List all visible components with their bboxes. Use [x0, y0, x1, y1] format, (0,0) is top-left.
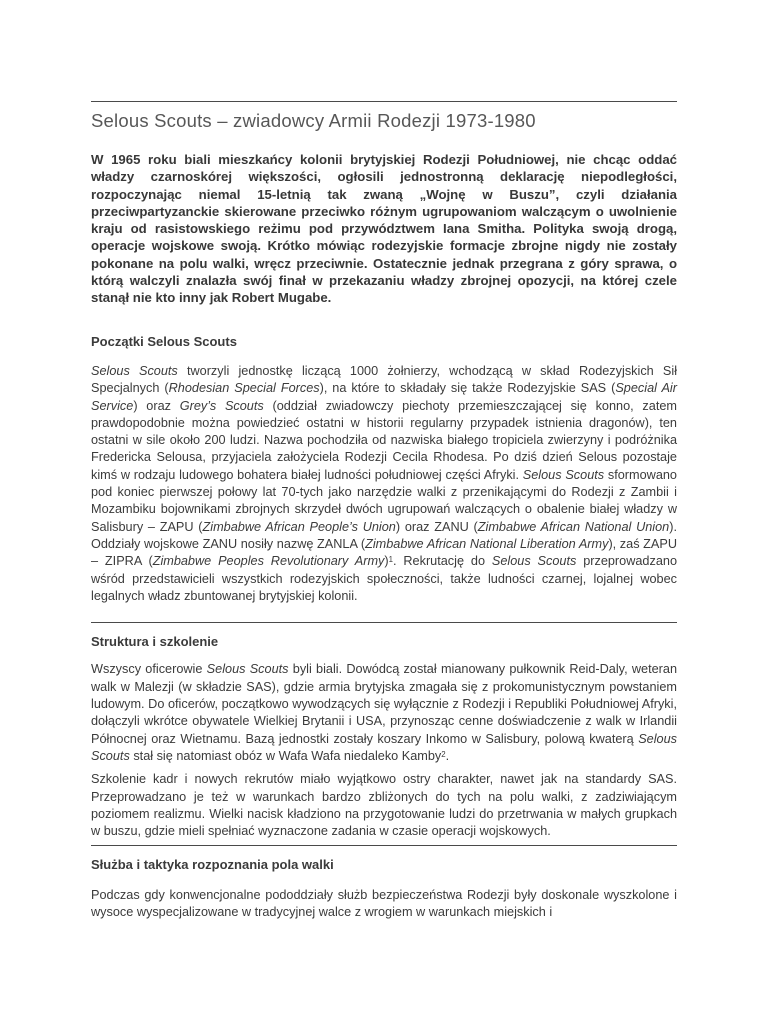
section-paragraph: Podczas gdy konwencjonalne pododdziały służb bezpieczeństwa Rodezji były doskonale wyszkolone i wysoce wyspecjalizowane w tradycyjnej walce z wrogiem w warunkach miejskich i	[91, 887, 677, 919]
section-heading-struktura-i-szkolenie: Struktura i szkolenie	[91, 634, 219, 650]
section-paragraph: Wszyscy oficerowie Selous Scouts byli biali. Dowódcą został mianowany pułkownik Reid-Daly, weteran walk w Malezji (w składzie SAS), gdzie armia brytyjska zmagała się z prokomunistycznym powstaniem ludowym. Do oficerów, początkowo wywodzących się wyłącznie z Rodezji i Republiki Południowej Afryki, dołączyli wkrótce obywatele Wielkiej Brytanii i USA, przynosząc cenne doświadczenie z walk w Irlandii Północnej oraz Wietnamu. Bazą jednostki zostały koszary Inkomo w Salisbury, polową kwaterą Selous Scouts stał się natomiast obóz w Wafa Wafa niedaleko Kamby$^2$.	[91, 662, 677, 763]
section-divider	[91, 845, 677, 846]
title-divider	[91, 101, 677, 102]
section-paragraph: Selous Scouts tworzyli jednostkę liczącą 1000 żołnierzy, wchodzącą w skład Rodezyjskich Sił Specjalnych (Rhodesian Special Forces), na które to składały się także Rodezyjskie SAS (Special Air Service) oraz Grey’s Scouts (oddział zwiadowczy piechoty przemieszczającej się konno, zatem prawdopodobnie można powiedzieć ostatni w historii regularny przypadek istnienia dragonów), ten ostatni w sile około 200 ludzi. Nazwa pochodziła od nazwiska białego tropiciela zwierzyny i podróżnika Fredericka Selousa, przyjaciela założyciela Rodezji Cecila Rhodesa. Po dziś dzień Selous pozostaje kimś w rodzaju ludowego bohatera białej ludności południowej części Afryki. Selous Scouts sformowano pod koniec pierwszej połowy lat 70-tych jako narzędzie walki z przenikającymi do Rodezji z Zambii i Mozambiku bojownikami zbrojnych skrzydeł dwóch ugrupowań walczących o obalenie białej władzy w Salisbury – ZAPU (Zimbabwe African People’s Union) oraz ZANU (Zimbabwe African National Union). Oddziały wojskowe ZANU nosiły nazwę ZANLA (Zimbabwe African National Liberation Army), zaś ZAPU – ZIPRA (Zimbabwe Peoples Revolutionary Army)$^1$. Rekrutację do Selous Scouts przeprowadzano wśród przedstawicieli wszystkich rodezyjskich społeczności, także ludności czarnej, lojalnej wobec legalnych władz zbuntowanej brytyjskiej kolonii.	[91, 363, 678, 603]
intro-paragraph: W 1965 roku biali mieszkańcy kolonii brytyjskiej Rodezji Południowej, nie chcąc oddać władzy czarnoskórej większości, ogłosili jednostronną deklarację niepodległości, rozpoczynając niemal 15-letnią tak zwaną „Wojnę w Buszu”, czyli działania przeciwpartyzanckie skierowane przeciwko różnym ugrupowaniom walczącym o uwolnienie kraju od rasistowskiego reżimu pod przywództwem Iana Smitha. Polityka swoją drogą, operacje wojskowe swoją. Krótko mówiąc rodezyjskie formacje zbrojne nigdy nie zostały pokonane na polu walki, wręcz przeciwnie. Ostatecznie jednak przegrana z góry sprawa, o którą walczyli znalazła swój finał w przekazaniu władzy zbrojnej opozycji, na której czele stanął nie kto inny jak Robert Mugabe.	[91, 152, 677, 306]
section-divider	[91, 622, 677, 623]
page-title: Selous Scouts – zwiadowcy Armii Rodezji 1973-1980	[91, 110, 536, 131]
section-paragraph: Szkolenie kadr i nowych rekrutów miało wyjątkowo ostry charakter, nawet jak na standardy SAS. Przeprowadzano je też w warunkach bardzo zbliżonych do tych na polu walki, z zadziwiającym poziomem realizmu. Wielki nacisk kładziono na przygotowanie ludzi do przetrwania w małych grupkach w buszu, gdzie mieli spełniać wyznaczone zadania w czasie operacji wojskowych.	[91, 772, 677, 839]
section-heading-poczatki-selous-scouts: Początki Selous Scouts	[91, 333, 237, 349]
section-heading-sluzba-i-taktyka: Służba i taktyka rozpoznania pola walki	[91, 857, 334, 873]
